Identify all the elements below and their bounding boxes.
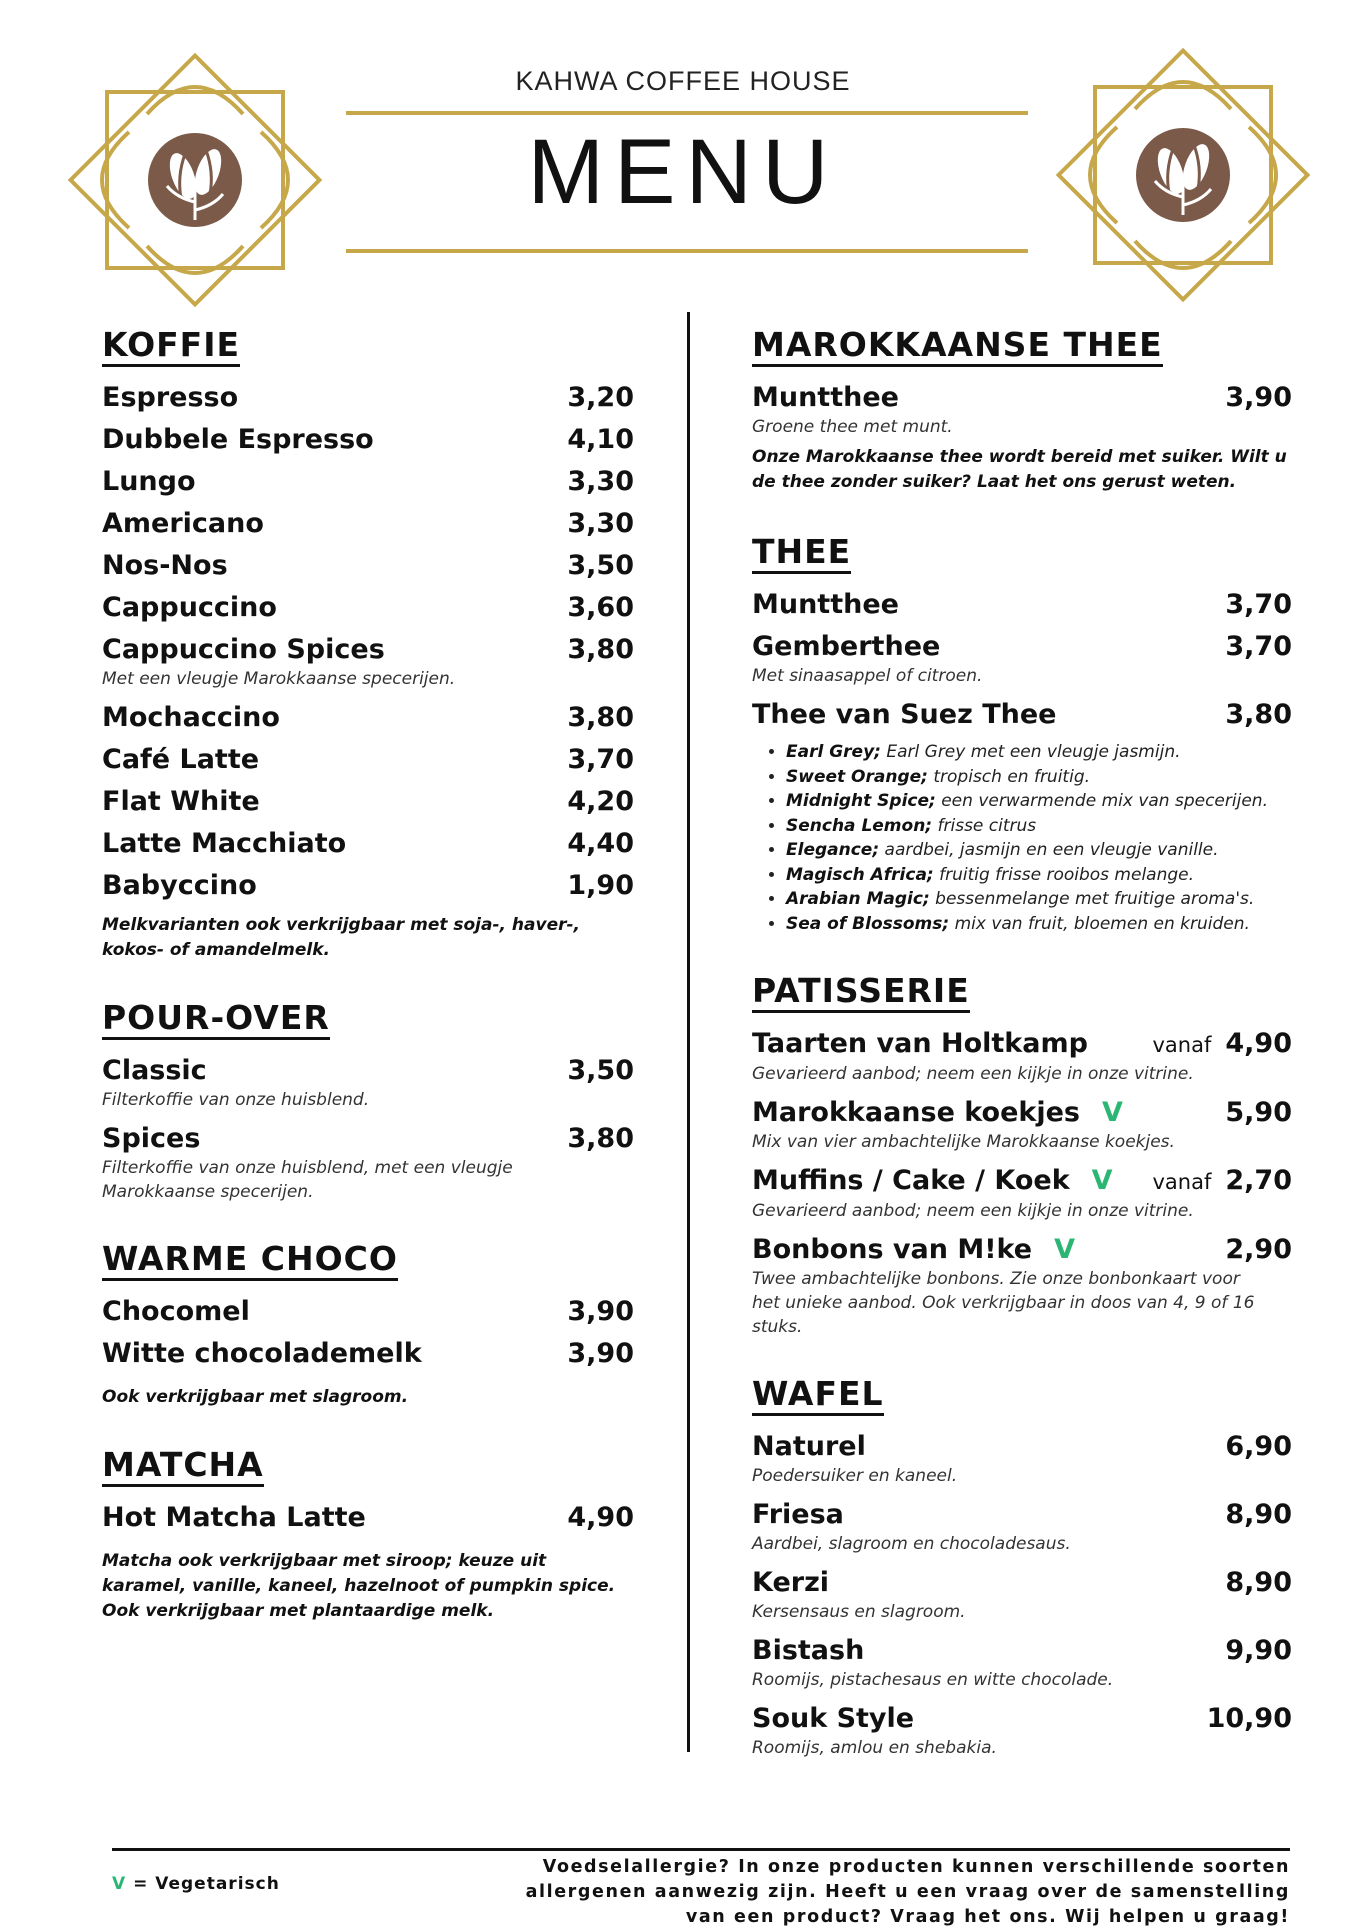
item-description: Twee ambachtelijke bonbons. Zie onze bonbonkaart voor het unieke aanbod. Ook verkrijgbaar in doos van 4, 9 of 16 stuks. (752, 1269, 1255, 1337)
item-description: Aardbei, slagroom en chocoladesaus. (752, 1534, 1071, 1554)
section-warme-choco (102, 1240, 634, 1410)
item-description: Filterkoffie van onze huisblend. (102, 1090, 370, 1110)
menu-item: Friesa 8,90 (752, 1499, 1292, 1530)
header-line-bottom (346, 249, 1028, 253)
section-title: MATCHA (102, 1446, 264, 1487)
section-title: THEE (752, 533, 851, 574)
menu-item: Muffins / Cake / Koek V vanaf 2,70 (752, 1160, 1292, 1203)
item-description: Groene thee met munt. (752, 417, 953, 437)
menu-item: Thee van Suez Thee 3,80 (752, 699, 1292, 730)
section-wafel (752, 1375, 1292, 1760)
footer-divider (112, 1848, 1290, 1851)
brand-name: KAHWA COFFEE HOUSE (515, 66, 851, 96)
section-title: WARME CHOCO (102, 1240, 398, 1281)
menu-item: Mochaccino 3,80 (102, 702, 634, 733)
column-divider (687, 312, 690, 1752)
menu-item: Spices 3,80 (102, 1123, 634, 1154)
menu-item: Bistash 9,90 (752, 1635, 1292, 1666)
section-title: POUR-OVER (102, 999, 330, 1040)
menu-item: Cappuccino Spices 3,80 (102, 634, 634, 665)
menu-item: Bonbons van M!ke V 2,90 (752, 1229, 1292, 1271)
item-description: Met een vleugje Marokkaanse specerijen. (102, 669, 456, 689)
menu-item: Naturel 6,90 (752, 1431, 1292, 1462)
menu-item: Cappuccino 3,60 (102, 592, 634, 623)
section-thee (752, 533, 1292, 936)
menu-item: Souk Style 10,90 (752, 1703, 1292, 1734)
item-description: Gevarieerd aanbod; neem een kijkje in onze vitrine. (752, 1064, 1194, 1084)
item-description: Kersensaus en slagroom. (752, 1602, 966, 1622)
menu-item: Gemberthee 3,70 (752, 631, 1292, 662)
list-item: • Elegance; aardbei, jasmijn en een vleugje vanille. (786, 838, 1292, 863)
menu-item: Dubbele Espresso 4,10 (102, 424, 634, 455)
menu-item: Nos-Nos 3,50 (102, 550, 634, 581)
vegetarian-badge: V (1054, 1234, 1075, 1265)
section-note: Melkvarianten ook verkrijgbaar met soja-, haver-, kokos- of amandelmelk. (102, 915, 581, 960)
menu-item: Muntthee 3,90 (752, 382, 1292, 413)
vegetarian-legend: V = Vegetarisch (112, 1874, 280, 1894)
menu-item: Café Latte 3,70 (102, 744, 634, 775)
section-patisserie (752, 972, 1292, 1339)
tea-blend-list (752, 740, 1292, 936)
list-item: • Earl Grey; Earl Grey met een vleugje jasmijn. (786, 740, 1292, 765)
menu-item: Hot Matcha Latte 4,90 (102, 1502, 634, 1533)
menu-item: Lungo 3,30 (102, 466, 634, 497)
item-description: Roomijs, amlou en shebakia. (752, 1738, 997, 1758)
section-note: Matcha ook verkrijgbaar met siroop; keuze uit karamel, vanille, kaneel, hazelnoot of pumpkin spice. Ook verkrijgbaar met plantaardige melk. (102, 1551, 616, 1621)
section-title: PATISSERIE (752, 972, 970, 1013)
section-title: WAFEL (752, 1375, 884, 1416)
item-description: Poedersuiker en kaneel. (752, 1466, 958, 1486)
vegetarian-badge: V (1102, 1097, 1123, 1128)
menu-item: Americano 3,30 (102, 508, 634, 539)
menu-item: Espresso 3,20 (102, 382, 634, 413)
vegetarian-badge: V (1091, 1165, 1113, 1196)
section-pourover (102, 999, 634, 1204)
section-title: MAROKKAANSE THEE (752, 326, 1163, 367)
section-title: KOFFIE (102, 326, 240, 367)
list-item: • Sencha Lemon; frisse citrus (786, 814, 1292, 839)
menu-item: Taarten van Holtkamp vanaf 4,90 (752, 1028, 1292, 1059)
item-description: Gevarieerd aanbod; neem een kijkje in onze vitrine. (752, 1201, 1194, 1221)
list-item: • Magisch Africa; fruitig frisse rooibos melange. (786, 863, 1292, 888)
list-item: • Sweet Orange; tropisch en fruitig. (786, 765, 1292, 790)
menu-item: Marokkaanse koekjes V 5,90 (752, 1092, 1292, 1134)
section-koffie (102, 326, 634, 963)
header-line-top (346, 111, 1028, 115)
item-description: Mix van vier ambachtelijke Marokkaanse koekjes. (752, 1132, 1175, 1152)
section-matcha (102, 1446, 634, 1624)
menu-item: Flat White 4,20 (102, 786, 634, 817)
item-description: Roomijs, pistachesaus en witte chocolade. (752, 1670, 1114, 1690)
page-title: MENU (527, 121, 839, 223)
left-column (102, 326, 634, 1624)
list-item: • Midnight Spice; een verwarmende mix van specerijen. (786, 789, 1292, 814)
section-note: Ook verkrijgbaar met slagroom. (102, 1387, 409, 1407)
list-item: • Sea of Blossoms; mix van fruit, bloemen en kruiden. (786, 912, 1292, 937)
list-item: • Arabian Magic; bessenmelange met fruitige aroma's. (786, 887, 1292, 912)
section-marokkaanse-thee (752, 326, 1292, 495)
menu-item: Chocomel 3,90 (102, 1296, 634, 1327)
menu-item: Babyccino 1,90 (102, 870, 634, 901)
menu-item: Classic 3,50 (102, 1055, 634, 1086)
vegetarian-badge: V (112, 1874, 127, 1894)
menu-item: Kerzi 8,90 (752, 1567, 1292, 1598)
right-column (752, 326, 1292, 1766)
item-description: Filterkoffie van onze huisblend, met een vleugje Marokkaanse specerijen. (102, 1158, 513, 1202)
section-note: Onze Marokkaanse thee wordt bereid met suiker. Wilt u de thee zonder suiker? Laat het ons gerust weten. (752, 447, 1287, 492)
menu-item: Muntthee 3,70 (752, 589, 1292, 620)
allergy-notice: Voedselallergie? In onze producten kunnen verschillende soorten allergenen aanwezig zijn. Heeft u een vraag over de samenstelling van een product? Vraag het ons. Wij helpen u graag! (525, 1857, 1290, 1927)
item-description: Met sinaasappel of citroen. (752, 666, 983, 686)
menu-item: Witte chocolademelk 3,90 (102, 1338, 634, 1369)
menu-item: Latte Macchiato 4,40 (102, 828, 634, 859)
